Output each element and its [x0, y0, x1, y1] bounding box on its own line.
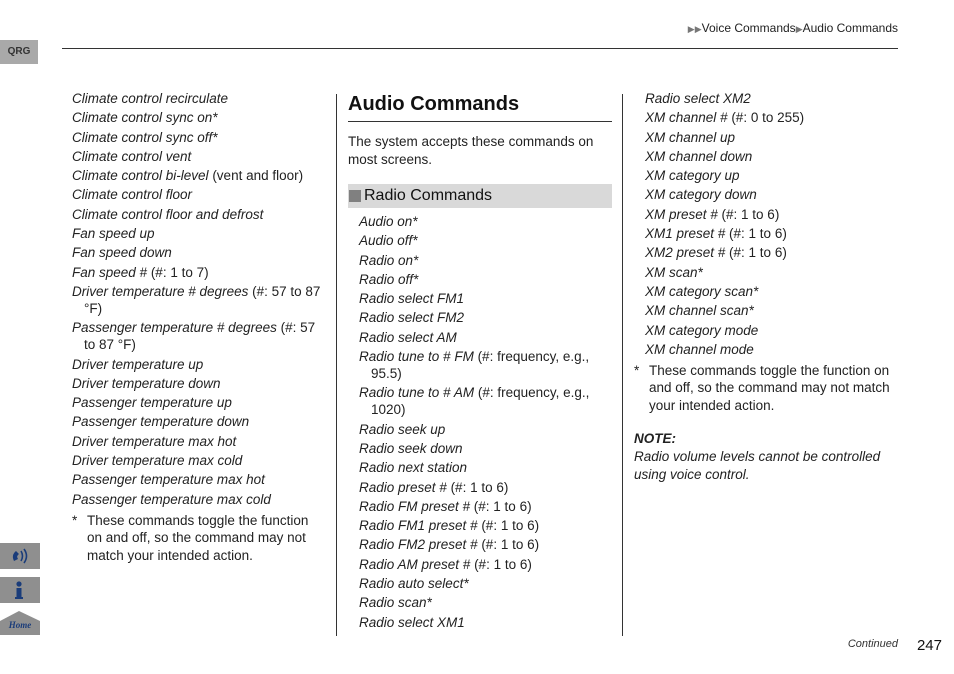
command-item: [645, 109, 896, 126]
command-phrase: Climate control floor: [72, 187, 193, 203]
note-text: Radio volume levels cannot be controlled using voice control.: [634, 449, 881, 483]
command-phrase: Climate control floor and defrost: [72, 206, 264, 222]
xm-command-list: [634, 90, 896, 358]
command-item: [645, 206, 896, 223]
command-item: [72, 375, 324, 392]
command-item: [72, 471, 324, 488]
command-item: [72, 186, 324, 203]
command-item: [359, 271, 612, 288]
climate-command-list: [72, 90, 324, 508]
command-phrase: Radio select AM: [359, 329, 457, 345]
title-rule: [348, 121, 612, 122]
command-item: [359, 440, 612, 457]
command-item: [359, 421, 612, 438]
command-item: [359, 329, 612, 346]
command-item: [645, 341, 896, 358]
command-item: [72, 356, 324, 373]
command-range: (vent and floor): [208, 168, 304, 184]
square-bullet-icon: [349, 190, 361, 202]
command-item: [72, 90, 324, 107]
command-item: [645, 322, 896, 339]
command-phrase: XM category down: [645, 187, 757, 203]
subsection-title: Radio Commands: [364, 187, 493, 204]
command-phrase: XM category mode: [645, 322, 759, 338]
voice-command-icon: [0, 543, 40, 569]
command-item: [359, 252, 612, 269]
command-phrase: Climate control sync on*: [72, 110, 218, 126]
command-phrase: XM1 preset #: [645, 226, 726, 242]
command-range: (#: 1 to 6): [477, 518, 540, 534]
command-phrase: Fan speed #: [72, 264, 148, 280]
command-item: [72, 244, 324, 261]
command-phrase: Radio FM1 preset #: [359, 518, 478, 534]
command-item: [72, 225, 324, 242]
command-phrase: Climate control vent: [72, 148, 192, 164]
continued-label: Continued: [847, 638, 898, 650]
command-item: [359, 517, 612, 534]
right-column: [634, 90, 896, 484]
footnote: [634, 362, 896, 415]
qrg-tab[interactable]: QRG: [0, 40, 38, 64]
command-phrase: XM channel mode: [645, 341, 754, 357]
command-item: [72, 491, 324, 508]
command-phrase: Radio seek down: [359, 440, 463, 456]
command-phrase: Passenger temperature # degrees: [72, 320, 277, 336]
command-item: [359, 536, 612, 553]
command-phrase: XM channel up: [645, 129, 736, 145]
command-phrase: XM channel scan*: [645, 303, 754, 319]
command-phrase: Radio off*: [359, 271, 419, 287]
command-item: [645, 225, 896, 242]
info-icon: [0, 577, 40, 603]
command-phrase: Radio AM preset #: [359, 556, 471, 572]
command-item: [359, 213, 612, 230]
command-item: [359, 348, 612, 382]
breadcrumb-arrow-icon: ▶: [795, 24, 803, 34]
command-phrase: Radio select FM1: [359, 291, 465, 307]
command-item: [645, 283, 896, 300]
note-label: NOTE:: [634, 431, 676, 447]
command-phrase: Audio on*: [359, 214, 418, 229]
svg-text:Home: Home: [8, 620, 32, 630]
breadcrumb-link-voice-commands[interactable]: Voice Commands: [701, 21, 796, 35]
command-phrase: Radio tune to # FM: [359, 349, 474, 365]
command-item: [72, 109, 324, 126]
command-phrase: Radio FM preset #: [359, 498, 471, 514]
command-item: [72, 452, 324, 469]
command-item: [359, 614, 612, 631]
command-item: [359, 479, 612, 496]
command-phrase: Driver temperature down: [72, 375, 221, 391]
voice-command-button[interactable]: [0, 543, 40, 569]
command-item: [359, 556, 612, 573]
command-range: (#: 1 to 6): [446, 479, 509, 495]
command-item: [645, 129, 896, 146]
command-phrase: Fan speed up: [72, 226, 155, 242]
radio-command-list: [348, 213, 612, 631]
command-range: (#: 1 to 6): [470, 556, 532, 572]
command-phrase: Radio select XM2: [645, 91, 751, 106]
command-range: (#: 1 to 6): [717, 206, 780, 222]
command-range: (#: frequency, e.g., 95.5): [371, 349, 590, 382]
command-item: [72, 148, 324, 165]
command-item: [359, 232, 612, 249]
middle-column: [348, 90, 612, 633]
command-item: [645, 264, 896, 281]
command-phrase: Climate control bi-level: [72, 168, 209, 184]
command-phrase: XM preset #: [645, 206, 718, 222]
command-phrase: Passenger temperature up: [72, 395, 232, 411]
command-phrase: Climate control sync off*: [72, 129, 218, 145]
command-item: [72, 167, 324, 184]
command-range: (#: 1 to 6): [470, 498, 532, 514]
command-phrase: XM channel #: [645, 110, 728, 126]
command-phrase: Radio seek up: [359, 421, 446, 437]
info-button[interactable]: [0, 577, 40, 603]
command-phrase: Climate control recirculate: [72, 91, 229, 106]
command-item: [359, 594, 612, 611]
command-phrase: Driver temperature # degrees: [72, 283, 249, 299]
column-divider: [336, 94, 337, 636]
command-phrase: XM scan*: [645, 264, 703, 280]
command-item: [359, 384, 612, 418]
command-phrase: Radio select XM1: [359, 614, 465, 630]
command-item: [359, 309, 612, 326]
command-phrase: XM2 preset #: [645, 245, 726, 261]
command-item: [359, 575, 612, 592]
command-range: (#: 1 to 6): [477, 537, 540, 553]
page-number: 247: [916, 637, 942, 654]
command-item: [645, 186, 896, 203]
command-item: [359, 459, 612, 476]
command-range: (#: 1 to 6): [725, 226, 787, 242]
column-divider: [622, 94, 623, 636]
command-item: [72, 433, 324, 450]
subsection-header: [348, 184, 612, 208]
command-range: (#: 0 to 255): [727, 110, 805, 126]
command-range: (#: frequency, e.g., 1020): [371, 385, 590, 418]
breadcrumb-current: Audio Commands: [802, 21, 898, 35]
section-title: Audio Commands: [348, 93, 520, 115]
command-phrase: Radio preset #: [359, 479, 447, 495]
footnote-mark: *: [634, 362, 640, 378]
command-phrase: XM category up: [645, 168, 740, 184]
command-phrase: Radio scan*: [359, 595, 432, 611]
command-item: [72, 413, 324, 430]
intro-text: The system accepts these commands on most screens.: [348, 134, 594, 167]
footnote: [72, 512, 324, 565]
left-column: [72, 90, 324, 564]
breadcrumb-arrow-icon: ▶▶: [687, 24, 702, 34]
command-item: [645, 148, 896, 165]
command-item: [72, 283, 324, 317]
command-range: (#: 1 to 7): [147, 264, 209, 280]
command-phrase: Driver temperature up: [72, 356, 204, 372]
command-phrase: Radio auto select*: [359, 576, 469, 592]
command-item: [72, 206, 324, 223]
command-item: [645, 90, 896, 107]
command-item: [72, 129, 324, 146]
breadcrumb: [688, 21, 898, 35]
command-item: [72, 264, 324, 281]
command-phrase: Radio on*: [359, 252, 419, 268]
header-rule: [62, 48, 898, 49]
command-phrase: Radio FM2 preset #: [359, 537, 478, 553]
command-item: [359, 498, 612, 515]
command-item: [645, 302, 896, 319]
command-phrase: Fan speed down: [72, 245, 172, 261]
command-item: [72, 319, 324, 353]
command-phrase: XM channel down: [645, 148, 753, 164]
command-phrase: Radio select FM2: [359, 310, 465, 326]
footnote-text: These commands toggle the function on and off, so the command may not match your intended action.: [87, 512, 309, 563]
command-item: [645, 167, 896, 184]
command-range: (#: 1 to 6): [725, 245, 787, 261]
command-range: (#: 57 to 87 °F): [84, 283, 321, 316]
command-phrase: Passenger temperature max hot: [72, 472, 265, 488]
command-item: [359, 290, 612, 307]
command-phrase: Passenger temperature down: [72, 414, 250, 430]
command-phrase: Audio off*: [359, 233, 418, 249]
command-phrase: Passenger temperature max cold: [72, 491, 271, 507]
home-icon: [0, 609, 40, 635]
command-phrase: Radio tune to # AM: [359, 385, 475, 401]
command-phrase: Driver temperature max hot: [72, 433, 237, 449]
command-item: [72, 394, 324, 411]
home-button[interactable]: [0, 609, 40, 635]
footnote-mark: *: [72, 512, 78, 528]
command-phrase: XM category scan*: [645, 283, 759, 299]
command-range: (#: 57 to 87 °F): [84, 320, 316, 353]
footnote-text: These commands toggle the function on and off, so the command may not match your intended action.: [649, 362, 890, 413]
command-phrase: Driver temperature max cold: [72, 453, 243, 469]
command-item: [645, 244, 896, 261]
command-phrase: Radio next station: [359, 460, 468, 476]
